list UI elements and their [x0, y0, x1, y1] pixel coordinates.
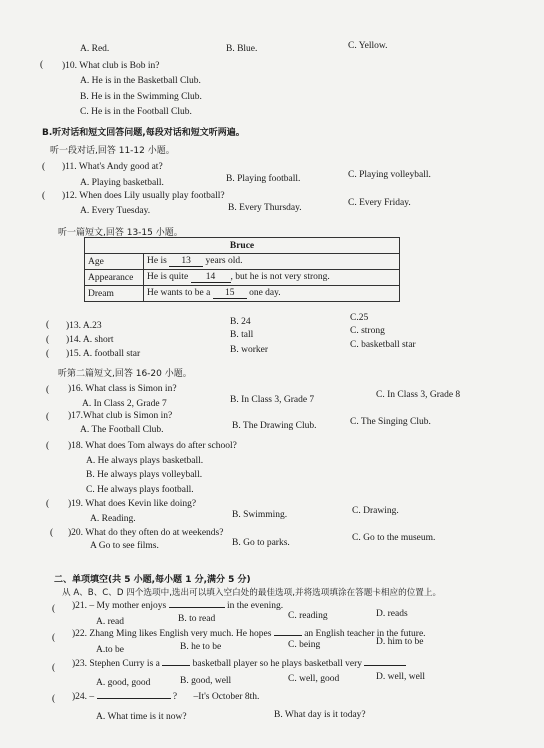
q24-question: )24. – ? –It's October 8th. [72, 692, 260, 702]
q23-blank-1 [162, 665, 190, 666]
q17-option-c: C. The Singing Club. [350, 417, 431, 427]
q21-question: )21. – My mother enjoys in the evening. [72, 601, 284, 611]
q15-option-b: B. worker [230, 345, 268, 355]
q10-option-c: C. He is in the Football Club. [80, 107, 192, 117]
q20-option-c: C. Go to the museum. [352, 533, 436, 543]
q15-option-a: )15. A. football star [66, 349, 141, 359]
row-content: He is quite 14 , but he is not very strong. [144, 270, 400, 286]
bruce-info-table [84, 237, 400, 302]
q22-question: )22. Zhang Ming likes English very much. He hopes an English teacher in the future. [72, 629, 426, 639]
q13-option-c: C.25 [350, 313, 369, 323]
q22-blank [274, 635, 302, 636]
q21-option-b: B. to read [178, 614, 216, 624]
q16-question: )16. What class is Simon in? [68, 384, 177, 394]
q23-option-a: A. good, good [96, 678, 151, 688]
q11-option-c: C. Playing volleyball. [348, 170, 431, 180]
q12-option-b: B. Every Thursday. [228, 203, 302, 213]
q24-option-a: A. What time is it now? [96, 712, 187, 722]
q13-option-a: )13. A.23 [66, 321, 102, 331]
q21-option-d: D. reads [376, 609, 408, 619]
q23-option-c: C. well, good [288, 674, 340, 684]
q24-blank [97, 698, 171, 699]
passage1-instruction: 听一篇短文,回答 13-15 小题。 [58, 228, 183, 238]
answer-paren: ( [46, 412, 50, 422]
q23-question: )23. Stephen Curry is a basketball player so he plays basketball very [72, 659, 406, 670]
part2-instruction: 从 A、B、C、D 四个选项中,选出可以填入空白处的最佳选项,并将选项填涂在答题卡相应的位置上。 [62, 588, 442, 598]
dialog1-instruction: 听一段对话,回答 11-12 小题。 [50, 146, 175, 156]
answer-paren: ( [52, 633, 56, 643]
q24-option-b: B. What day is it today? [274, 710, 366, 720]
q19-option-c: C. Drawing. [352, 506, 399, 516]
q18-option-c: C. He always plays football. [86, 485, 194, 495]
q19-option-a: A. Reading. [90, 514, 136, 524]
q12-option-a: A. Every Tuesday. [80, 206, 151, 216]
q10-option-a: A. He is in the Basketball Club. [80, 76, 201, 86]
row-label: Appearance [85, 270, 144, 286]
q11-option-b: B. Playing football. [226, 174, 301, 184]
q16-option-a: A. In Class 2, Grade 7 [82, 399, 167, 409]
table-row [85, 254, 400, 270]
q10-question: )10. What club is Bob in? [62, 61, 160, 71]
q21-option-a: A. read [96, 617, 124, 627]
q14-option-c: C. strong [350, 326, 385, 336]
passage2-instruction: 听第二篇短文,回答 16-20 小题。 [58, 369, 192, 379]
table-title: Bruce [85, 238, 400, 254]
table-row [85, 270, 400, 286]
q15-option-c: C. basketball star [350, 340, 416, 350]
answer-paren: ( [46, 349, 50, 359]
q20-option-b: B. Go to parks. [232, 538, 290, 548]
row-content: He is 13 years old. [144, 254, 400, 270]
q12-question: )12. When does Lily usually play football? [62, 191, 225, 201]
q18-question: )18. What does Tom always do after school? [68, 441, 237, 451]
section-b-heading: B.听对话和短文回答问题,每段对话和短文听两遍。 [42, 128, 245, 138]
answer-paren: ( [52, 604, 56, 614]
q16-option-b: B. In Class 3, Grade 7 [230, 395, 315, 405]
q19-question: )19. What does Kevin like doing? [68, 499, 197, 509]
answer-paren: ( [52, 663, 56, 673]
row-label: Dream [85, 286, 144, 302]
q22-option-b: B. he to be [180, 642, 222, 652]
answer-paren: ( [52, 694, 56, 704]
q9-option-a: A. Red. [80, 44, 110, 54]
q11-question: )11. What's Andy good at? [62, 162, 163, 172]
q19-option-b: B. Swimming. [232, 510, 288, 520]
q9-option-c: C. Yellow. [348, 41, 388, 51]
blank-14: 14 [191, 272, 231, 283]
q17-option-b: B. The Drawing Club. [232, 421, 317, 431]
q16-option-c: C. In Class 3, Grade 8 [376, 390, 461, 400]
q17-option-a: A. The Football Club. [80, 425, 164, 435]
q12-option-c: C. Every Friday. [348, 198, 411, 208]
q14-option-a: )14. A. short [66, 335, 114, 345]
q21-option-c: C. reading [288, 611, 328, 621]
row-label: Age [85, 254, 144, 270]
q9-option-b: B. Blue. [226, 44, 258, 54]
q21-blank [169, 607, 225, 608]
answer-paren: ( [42, 191, 46, 201]
answer-paren: ( [40, 60, 44, 70]
answer-paren: ( [46, 385, 50, 395]
q23-option-d: D. well, well [376, 672, 426, 682]
q18-option-b: B. He always plays volleyball. [86, 470, 203, 480]
answer-paren: ( [46, 441, 50, 451]
q20-question: )20. What do they often do at weekends? [68, 528, 224, 538]
row-content: He wants to be a 15 one day. [144, 286, 400, 302]
q14-option-b: B. tall [230, 330, 254, 340]
q23-option-b: B. good, well [180, 676, 232, 686]
q18-option-a: A. He always plays basketball. [86, 456, 204, 466]
q13-option-b: B. 24 [230, 317, 251, 327]
q10-option-b: B. He is in the Swimming Club. [80, 92, 202, 102]
q23-blank-2 [364, 665, 406, 666]
q22-option-d: D. him to be [376, 637, 424, 647]
q22-option-a: A.to be [96, 645, 124, 655]
answer-paren: ( [42, 162, 46, 172]
answer-paren: ( [46, 335, 50, 345]
q11-option-a: A. Playing basketball. [80, 178, 164, 188]
blank-13: 13 [169, 256, 203, 267]
q17-question: )17.What club is Simon in? [68, 411, 173, 421]
answer-paren: ( [46, 499, 50, 509]
table-row [85, 286, 400, 302]
blank-15: 15 [213, 288, 247, 299]
part2-heading: 二、单项填空(共 5 小题,每小题 1 分,满分 5 分) [54, 575, 251, 585]
answer-paren: ( [50, 528, 54, 538]
q20-option-a: A Go to see films. [90, 541, 159, 551]
answer-paren: ( [46, 320, 50, 330]
q22-option-c: C. being [288, 640, 321, 650]
